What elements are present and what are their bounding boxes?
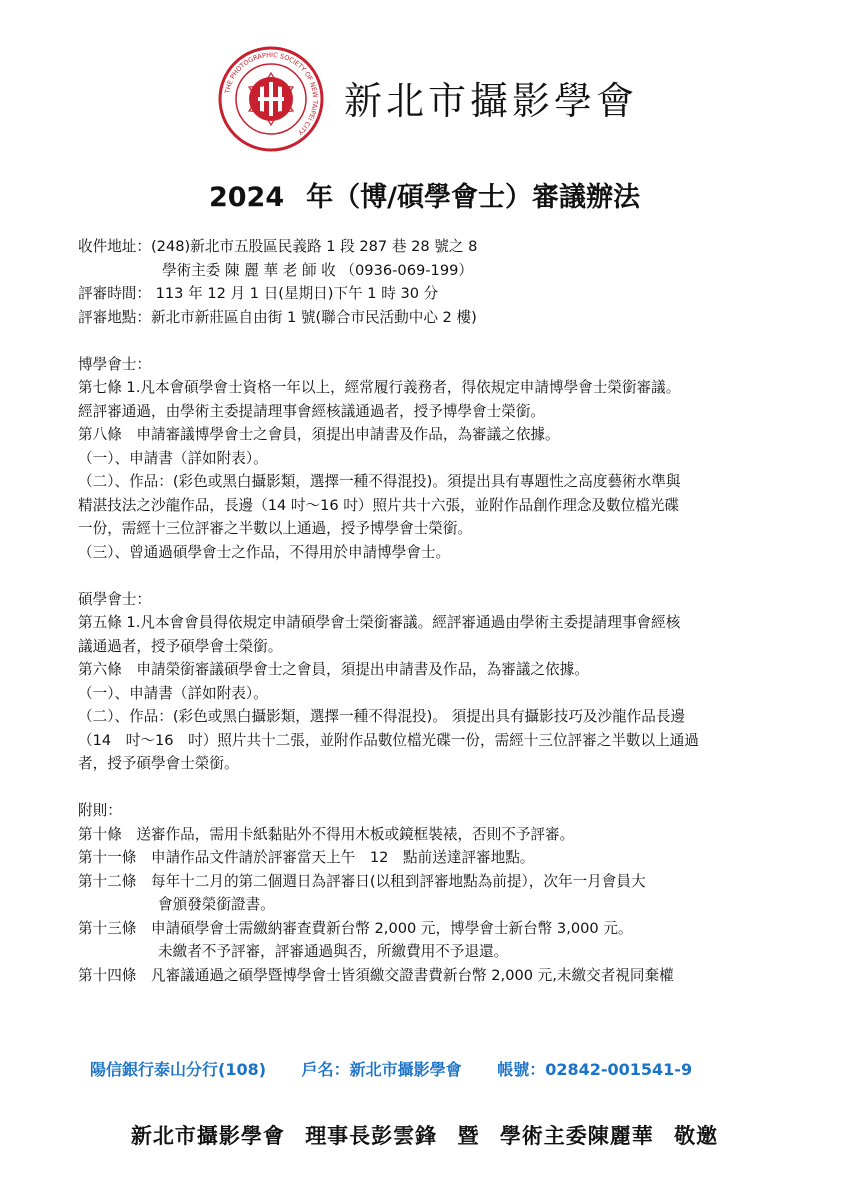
society-seal-logo: [218, 46, 324, 152]
doctor-line: （二）、作品：(彩色或黑白攝影類，選擇一種不得混投)。須提出具有專題性之高度藝術水準與: [78, 473, 681, 490]
master-line: 者，授予碩學會士榮銜。: [78, 755, 239, 772]
signature-org: 新北市攝影學會: [130, 1124, 285, 1148]
doctor-line: 精湛技法之沙龍作品，長邊（14 吋～16 吋）照片共十六張，並附作品創作理念及數位檔光碟: [78, 496, 679, 514]
master-line: 第五條 1.凡本會會員得依規定申請碩學會士榮銜審議。經評審通過由學術主委提請理事會經核: [78, 614, 681, 631]
appendix-line: 第十二條 每年十二月的第二個週日為評審日(以租到評審地點為前提），次年一月會員大: [78, 872, 646, 890]
title-year: 2024: [208, 182, 285, 213]
signature: [0, 1120, 849, 1150]
master-line: 第六條 申請榮銜審議碩學會士之會員，須提出申請書及作品，為審議之依據。: [78, 661, 589, 678]
doctor-heading: 博學會士：: [78, 355, 151, 373]
doctor-line: （一）、申請書（詳如附表）。: [78, 449, 268, 467]
bank-account-name: 戶名：新北市攝影學會: [301, 1060, 462, 1079]
bank-info: [90, 1057, 810, 1080]
title-text: 年（博/碩學會士）審議辦法: [306, 182, 641, 213]
doctor-line: 經評審通過，由學術主委提請理事會經核議通過者，授予博學會士榮銜。: [78, 402, 546, 420]
master-line: （一）、申請書（詳如附表）。: [78, 684, 268, 702]
appendix-heading: 附則：: [78, 802, 122, 819]
info-judging-time: 評審時間： 113 年 12 月 1 日(星期日)下午 1 時 30 分: [78, 285, 439, 302]
document-title: [0, 175, 849, 214]
logo-ring-text: THE PHOTOGRAPHIC SOCIETY OF NEW TAIPEI CITY: [223, 50, 320, 137]
appendix-line: 會頒發榮銜證書。: [158, 896, 275, 913]
signature-closing: 敬邀: [674, 1124, 719, 1148]
master-heading: 碩學會士：: [78, 590, 151, 608]
bank-account-number: 帳號：02842-001541-9: [497, 1060, 693, 1079]
info-judging-place: 評審地點：新北市新莊區自由街 1 號(聯合市民活動中心 2 樓): [78, 308, 477, 326]
appendix-line: 未繳者不予評審，評審通過與否，所繳費用不予退還。: [158, 943, 509, 960]
appendix-line: 第十四條 凡審議通過之碩學暨博學會士皆須繳交證書費新台幣 2,000 元,未繳交者視同棄權: [78, 966, 674, 984]
letterhead: [0, 0, 849, 190]
signature-chairman: 理事長彭雲鋒: [305, 1124, 438, 1148]
org-name: 新北市攝影學會: [344, 79, 639, 123]
master-line: 議通過者，授予碩學會士榮銜。: [78, 637, 283, 655]
signature-academic-chair: 學術主委陳麗華: [499, 1124, 654, 1148]
master-line: （二）、作品：(彩色或黑白攝影類，選擇一種不得混投)。 須提出具有攝影技巧及沙龍作品長邊: [78, 708, 686, 725]
doctor-line: 第七條 1.凡本會碩學會士資格一年以上，經常履行義務者，得依規定申請博學會士榮銜審議。: [78, 379, 681, 396]
doctor-line: 第八條 申請審議博學會士之會員，須提出申請書及作品，為審議之依據。: [78, 426, 560, 443]
appendix-line: 第十條 送審作品，需用卡紙黏貼外不得用木板或鏡框裝裱，否則不予評審。: [78, 825, 575, 843]
appendix-line: 第十一條 申請作品文件請於評審當天上午 12 點前送達評審地點。: [78, 849, 535, 866]
bank-branch: 陽信銀行泰山分行(108): [90, 1060, 267, 1079]
signature-and: 暨: [457, 1124, 480, 1148]
info-recipient: 學術主委 陳 麗 華 老 師 收 （0936-069-199）: [162, 261, 473, 279]
info-address: 收件地址：(248)新北市五股區民義路 1 段 287 巷 28 號之 8: [78, 238, 478, 255]
doctor-line: （三）、曾通過碩學會士之作品，不得用於申請博學會士。: [78, 543, 451, 561]
master-line: （14 吋～16 吋）照片共十二張，並附作品數位檔光碟一份，需經十三位評審之半數以上通過: [78, 731, 699, 749]
doctor-line: 一份，需經十三位評審之半數以上通過，授予博學會士榮銜。: [78, 520, 473, 537]
document-body: [78, 235, 798, 987]
appendix-line: 第十三條 申請碩學會士需繳納審查費新台幣 2,000 元，博學會士新台幣 3,000 元。: [78, 919, 633, 937]
